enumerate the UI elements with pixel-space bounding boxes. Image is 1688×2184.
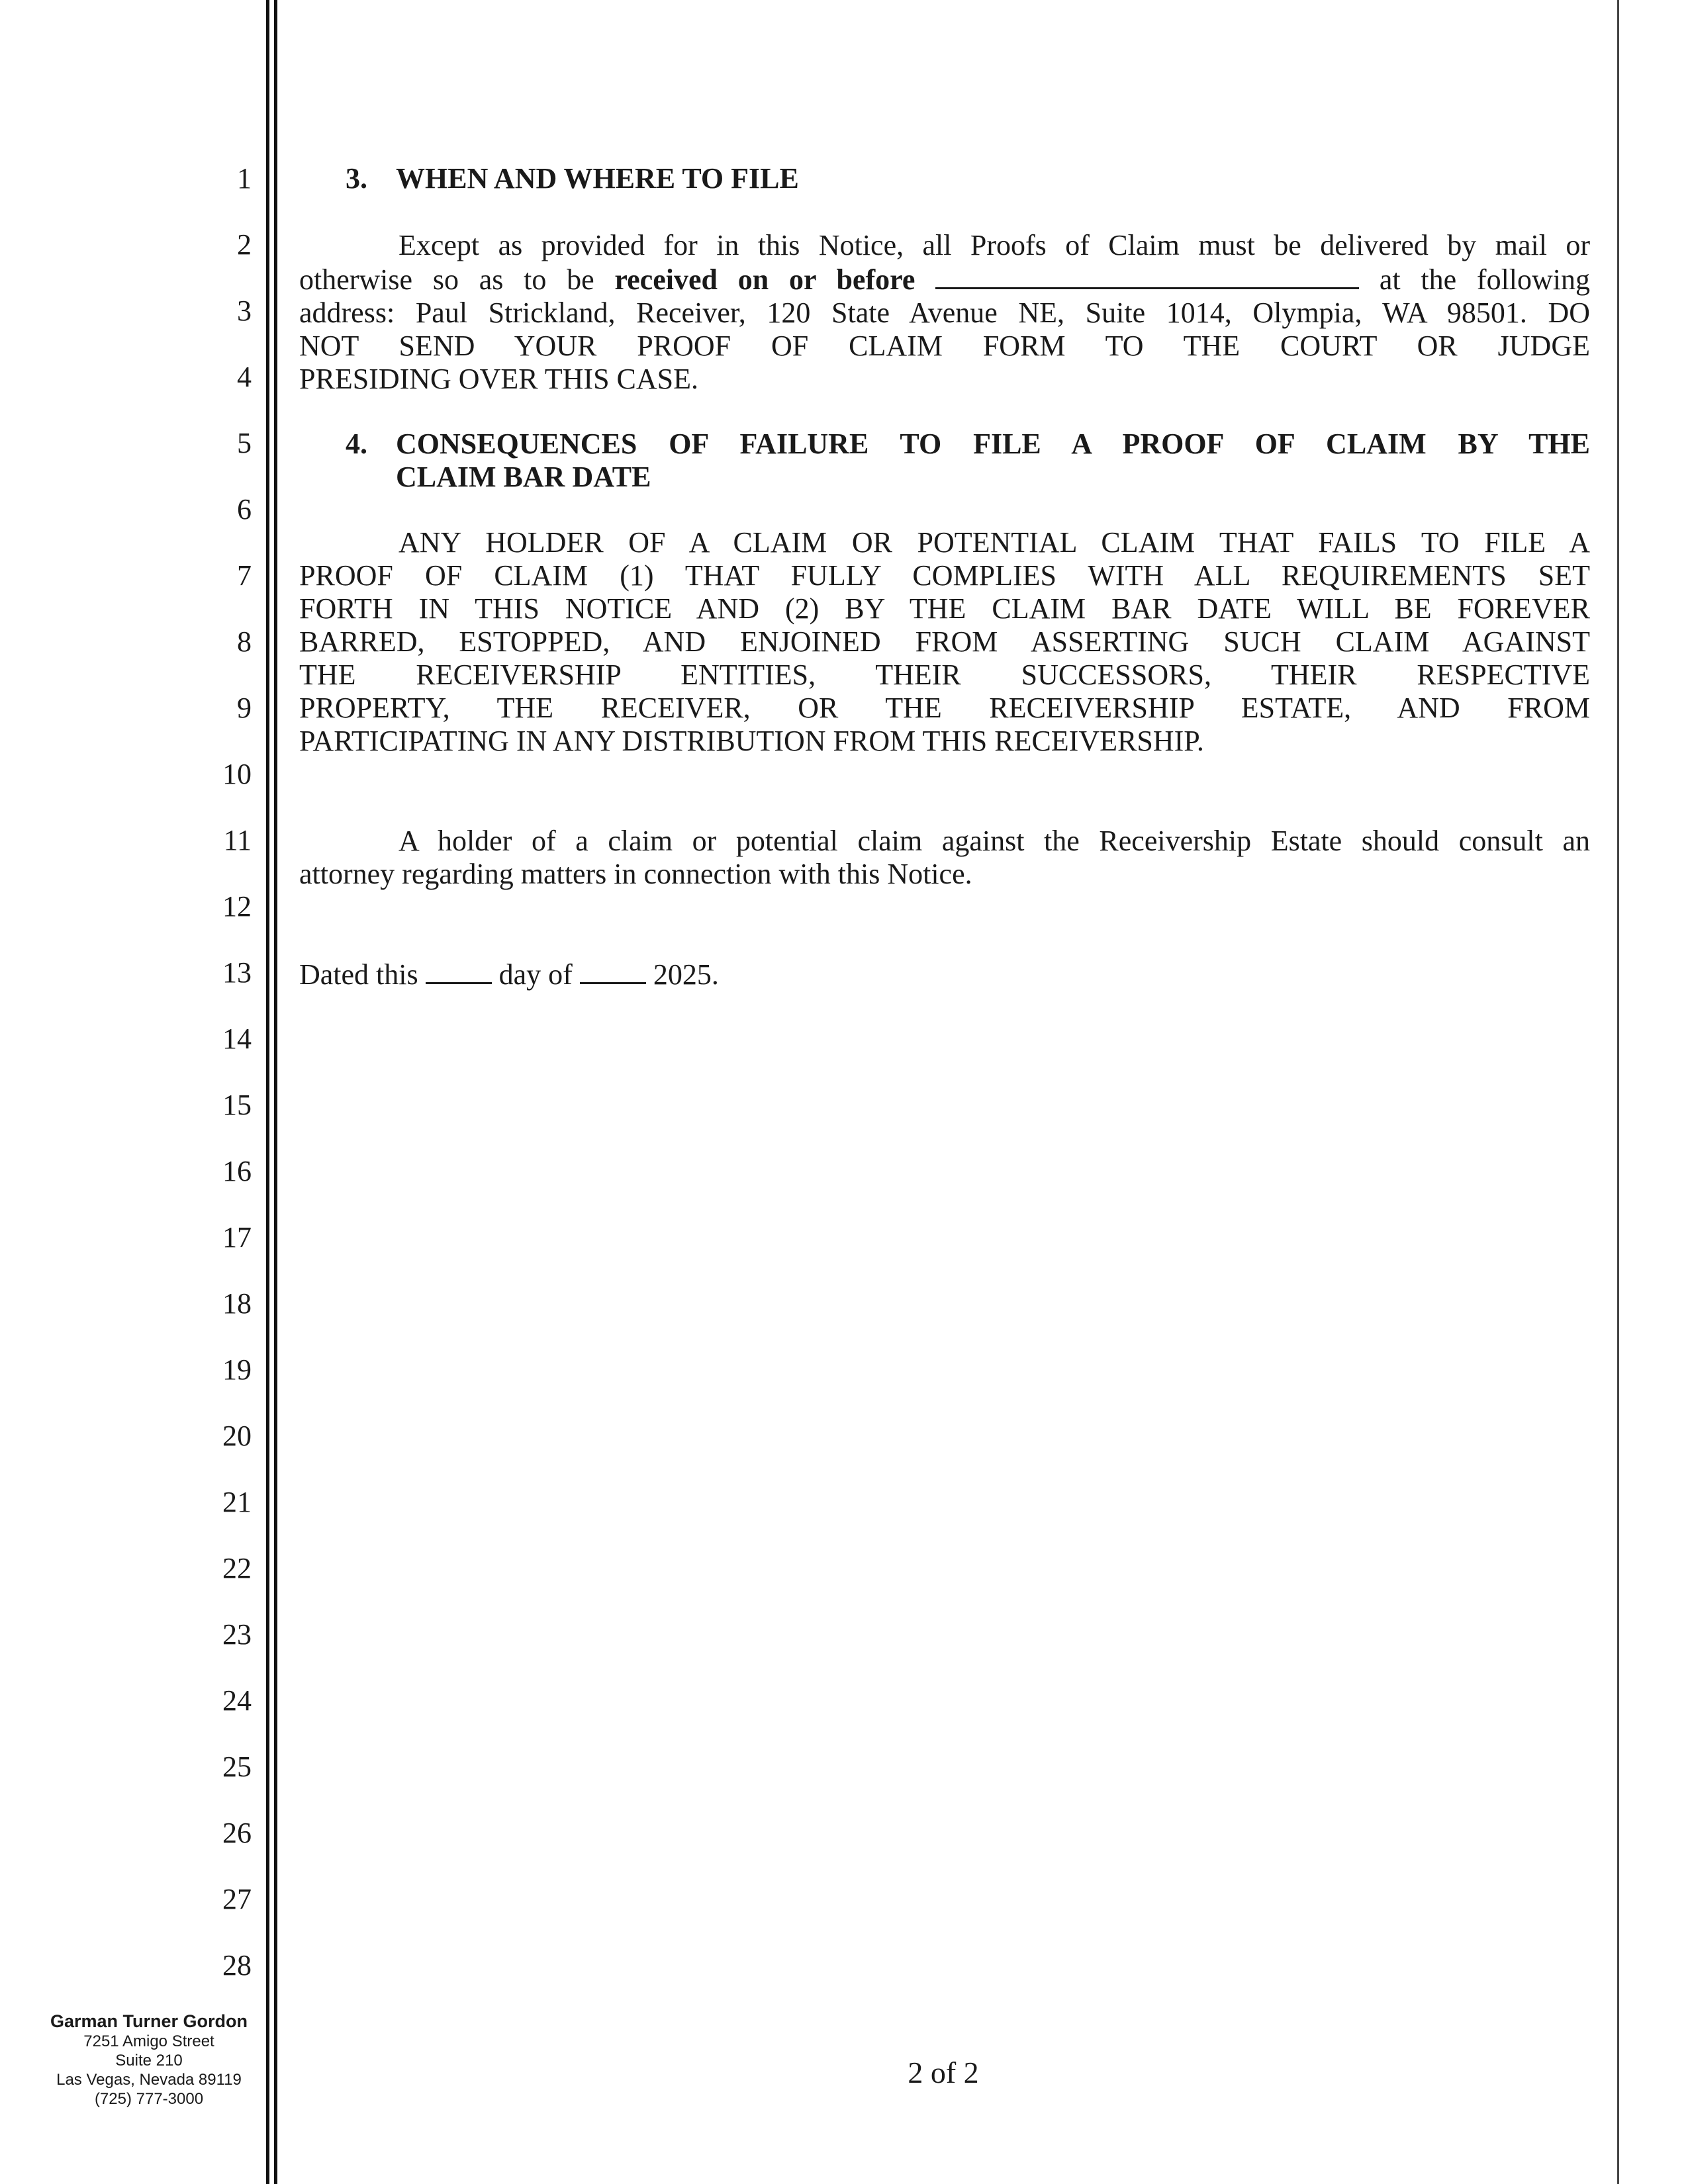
- firm-suite: Suite 210: [115, 2052, 183, 2070]
- section-4-title-line-2: CLAIM BAR DATE: [396, 461, 651, 493]
- day-blank: [426, 957, 492, 984]
- line-number: 27: [222, 1883, 252, 1915]
- advice-paragraph: [299, 825, 1590, 891]
- line-number: 23: [222, 1618, 252, 1651]
- line-number: 25: [222, 1751, 252, 1783]
- advice-line-2: attorney regarding matters in connection with this Notice.: [299, 858, 972, 890]
- dated-line-text: [299, 957, 1590, 991]
- section-4-line-7: PARTICIPATING IN ANY DISTRIBUTION FROM THIS RECEIVERSHIP.: [299, 725, 1204, 757]
- line-number: 20: [222, 1420, 252, 1452]
- line-number: 5: [237, 427, 252, 459]
- section-3-title: WHEN AND WHERE TO FILE: [396, 162, 799, 195]
- section-3-line-3: address: Paul Strickland, Receiver, 120 State Avenue NE, Suite 1014, Olympia, WA 98501. DO: [299, 296, 1590, 329]
- section-3-line-4: NOT SEND YOUR PROOF OF CLAIM FORM TO THE COURT OR JUDGE: [299, 330, 1590, 362]
- left-margin-rule-inner: [274, 0, 277, 2184]
- dated-year: 2025.: [653, 958, 719, 991]
- line-number: 12: [222, 890, 252, 923]
- line-number: 19: [222, 1353, 252, 1386]
- section-4-title-text: CONSEQUENCES OF FAILURE TO FILE A PROOF OF CLAIM BY THE: [396, 428, 1590, 460]
- line-number: 6: [237, 493, 252, 525]
- line-number: 24: [222, 1684, 252, 1717]
- line-number: 11: [223, 824, 252, 856]
- section-3-line-2: [299, 262, 1590, 296]
- line-number: 3: [237, 295, 252, 327]
- section-4-line-4: BARRED, ESTOPPED, AND ENJOINED FROM ASSERTING SUCH CLAIM AGAINST: [299, 625, 1590, 658]
- received-on-or-before: received on or before: [614, 263, 915, 296]
- claim-deadline-blank: [935, 262, 1359, 289]
- section-4-title-line-1: [346, 428, 1590, 461]
- line-number: 4: [237, 361, 252, 393]
- line-number: 1: [237, 162, 252, 195]
- left-margin-rule-outer: [266, 0, 269, 2184]
- line-number: 13: [222, 956, 252, 989]
- line-number: 14: [222, 1023, 252, 1055]
- section-3-paragraph: [299, 229, 1590, 396]
- firm-name: Garman Turner Gordon: [50, 2011, 248, 2031]
- line-number: 22: [222, 1552, 252, 1584]
- section-3-line-2-text-b: at the following: [1379, 263, 1591, 296]
- section-3-line-5: PRESIDING OVER THIS CASE.: [299, 363, 699, 395]
- line-number: 21: [222, 1486, 252, 1518]
- section-3-heading: [346, 162, 1590, 195]
- line-number: 9: [237, 692, 252, 724]
- line-number: 2: [237, 228, 252, 261]
- section-3-line-1: Except as provided for in this Notice, all Proofs of Claim must be delivered by mail or: [399, 229, 1590, 261]
- section-3-line-2-text-a: otherwise so as to be: [299, 263, 594, 296]
- month-blank: [580, 957, 646, 984]
- line-number: 26: [222, 1817, 252, 1849]
- line-number: 16: [222, 1155, 252, 1187]
- section-4-number: 4.: [346, 428, 367, 460]
- line-number: 28: [222, 1949, 252, 1981]
- section-4-line-5: THE RECEIVERSHIP ENTITIES, THEIR SUCCESSORS, THEIR RESPECTIVE: [299, 659, 1590, 691]
- firm-city: Las Vegas, Nevada 89119: [56, 2071, 242, 2089]
- section-4-heading: [346, 428, 1590, 494]
- section-4-line-1: ANY HOLDER OF A CLAIM OR POTENTIAL CLAIM THAT FAILS TO FILE A: [399, 526, 1590, 559]
- page-number: 2 of 2: [908, 2056, 979, 2089]
- dated-line: [299, 957, 1590, 991]
- line-number: 17: [222, 1221, 252, 1253]
- advice-line-1: A holder of a claim or potential claim against the Receivership Estate should consult an: [399, 825, 1590, 857]
- section-4-line-3: FORTH IN THIS NOTICE AND (2) BY THE CLAIM BAR DATE WILL BE FOREVER: [299, 592, 1590, 625]
- section-3-number: 3.: [346, 162, 367, 195]
- line-number: 15: [222, 1089, 252, 1121]
- dated-prefix: Dated this: [299, 958, 418, 991]
- right-margin-rule: [1617, 0, 1619, 2184]
- dated-middle: day of: [498, 958, 573, 991]
- line-number: 10: [222, 758, 252, 790]
- firm-phone: (725) 777-3000: [94, 2090, 204, 2108]
- line-number: 7: [237, 559, 252, 592]
- line-number: 8: [237, 625, 252, 658]
- section-4-line-2: PROOF OF CLAIM (1) THAT FULLY COMPLIES WITH ALL REQUIREMENTS SET: [299, 559, 1590, 592]
- line-number: 18: [222, 1287, 252, 1320]
- section-4-line-6: PROPERTY, THE RECEIVER, OR THE RECEIVERSHIP ESTATE, AND FROM: [299, 692, 1590, 724]
- firm-footer: [40, 2011, 258, 2109]
- firm-street: 7251 Amigo Street: [83, 2032, 214, 2050]
- section-4-paragraph: [299, 526, 1590, 758]
